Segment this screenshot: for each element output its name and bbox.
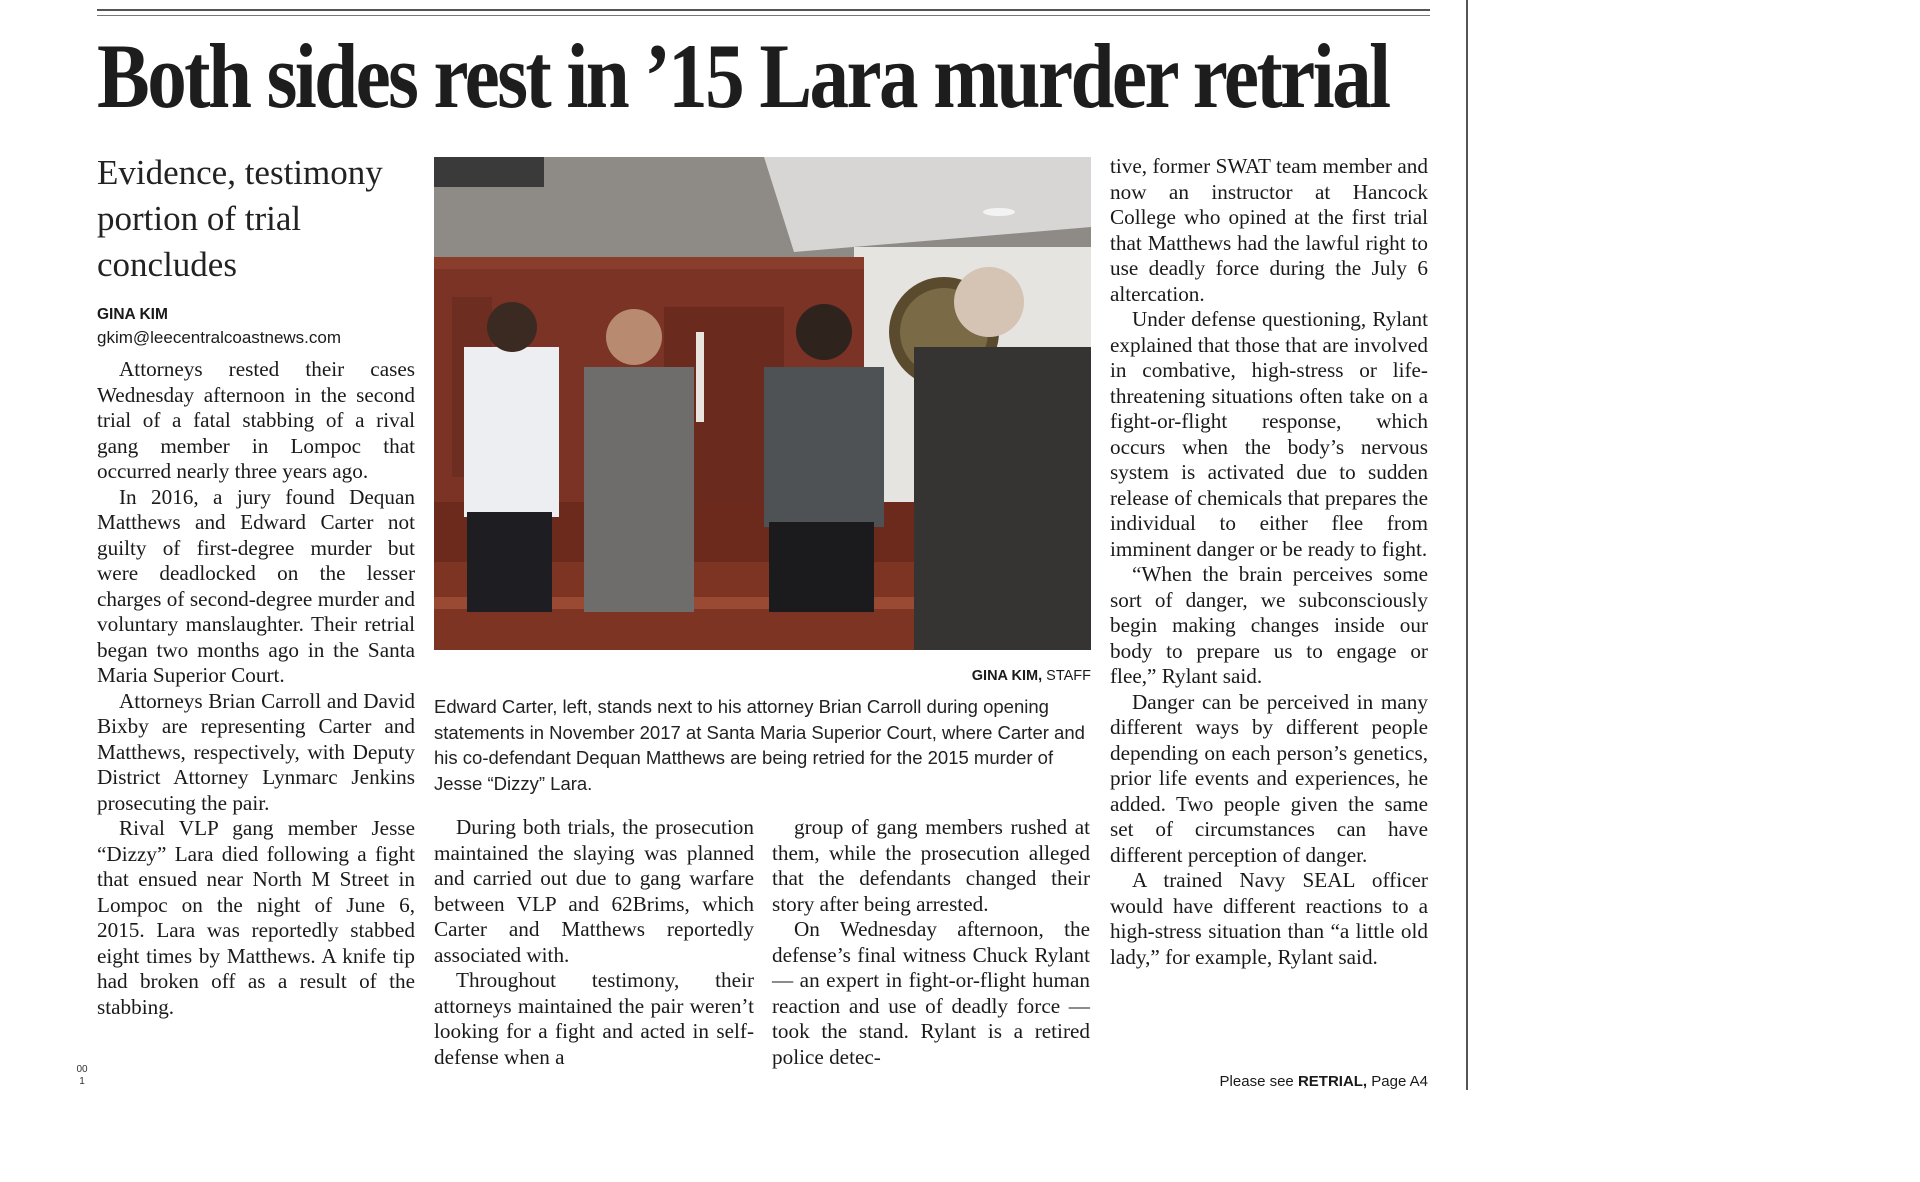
- courtroom-photo: [434, 157, 1091, 650]
- paragraph: In 2016, a jury found Dequan Matthews and Edward Carter not guilty of first-degree murder but were deadlocked on the lesser charges of second-degree murder and voluntary manslaughter. Their retrial began two months ago in the Santa Maria Superior Court.: [97, 484, 415, 687]
- top-rule: [97, 9, 1430, 16]
- photo-credit-org: STAFF: [1042, 668, 1091, 684]
- deck-subheadline: Evidence, testimony portion of trial concludes: [97, 153, 383, 284]
- article-column-2: [434, 815, 754, 1070]
- page-mark: [74, 1064, 90, 1088]
- column-rule: [1466, 0, 1468, 1090]
- paragraph: Attorneys rested their cases Wednesday afternoon in the second trial of a fatal stabbing of a rival gang member in Lompoc that occurred nearly three years ago.: [97, 357, 415, 483]
- photo-caption: Edward Carter, left, stands next to his attorney Brian Carroll during opening statements in November 2017 at Santa Maria Superior Court, where Carter and his co-defendant Dequan Matthews are being retried for the 2015 murder of Jesse “Dizzy” Lara.: [434, 696, 1085, 794]
- paragraph: On Wednesday afternoon, the defense’s final witness Chuck Rylant — an expert in fight-or-flight human reaction and use of deadly force — took the stand. Rylant is a retired police detec-: [772, 917, 1090, 1069]
- byline-email[interactable]: gkim@leecentralcoastnews.com: [97, 328, 342, 347]
- jump-line[interactable]: [1110, 1073, 1428, 1090]
- page-mark-bottom: 1: [79, 1076, 85, 1087]
- photo-credit-name: GINA KIM,: [971, 668, 1043, 684]
- article-column-3: [772, 815, 1090, 1070]
- jump-prefix: Please see: [1219, 1073, 1298, 1090]
- byline-name: GINA KIM: [97, 306, 168, 323]
- paragraph: Attorneys Brian Carroll and David Bixby are representing Carter and Matthews, respectively, with Deputy District Attorney Lynmarc Jenkins prosecuting the pair.: [97, 688, 415, 815]
- paragraph: “When the brain perceives some sort of danger, we subconsciously begin making changes inside our body to prepare us to engage or flee,” Rylant said.: [1110, 562, 1428, 688]
- paragraph: Under defense questioning, Rylant explained that those that are involved in combative, high-stress or life-threatening situations often take on a fight-or-flight response, which occurs when the body’s nervous system is activated due to sudden release of chemicals that prepares the individual to either flee from imminent danger or be ready to fight.: [1110, 307, 1428, 561]
- paragraph-continued: tive, former SWAT team member and now an instructor at Hancock College who opined at the first trial that Matthews had the lawful right to use deadly force during the July 6 altercation.: [1110, 154, 1428, 306]
- headline: Both sides rest in ’15 Lara murder retrial: [97, 25, 1389, 127]
- page-mark-top: 00: [76, 1064, 88, 1075]
- paragraph: During both trials, the prosecution maintained the slaying was planned and carried out due to gang warfare between VLP and 62Brims, which Carter and Matthews reportedly associated with.: [434, 815, 754, 967]
- article-column-4: [1110, 154, 1428, 970]
- courtroom-photo-image: [434, 157, 1091, 650]
- photo-credit: [434, 668, 1091, 684]
- paragraph: A trained Navy SEAL officer would have different reactions to a high-stress situation than “a little old lady,” for example, Rylant said.: [1110, 868, 1428, 969]
- article-column-1: [97, 357, 415, 1020]
- paragraph: Rival VLP gang member Jesse “Dizzy” Lara died following a fight that ensued near North M Street in Lompoc on the night of June 6, 2015. Lara was reportedly stabbed eight times by Matthews. A knife tip had broken off as a result of the stabbing.: [97, 816, 415, 1019]
- paragraph: group of gang members rushed at them, while the prosecution alleged that the defendants changed their story after being arrested.: [772, 815, 1090, 916]
- jump-page: Page A4: [1367, 1073, 1428, 1090]
- paragraph: Throughout testimony, their attorneys maintained the pair weren’t looking for a fight and acted in self-defense when a: [434, 968, 754, 1069]
- jump-keyword: RETRIAL,: [1297, 1073, 1368, 1090]
- paragraph: Danger can be perceived in many different ways by different people depending on each person’s genetics, prior life events and experiences, he added. Two people given the same set of circumstances can have different perception of danger.: [1110, 689, 1428, 867]
